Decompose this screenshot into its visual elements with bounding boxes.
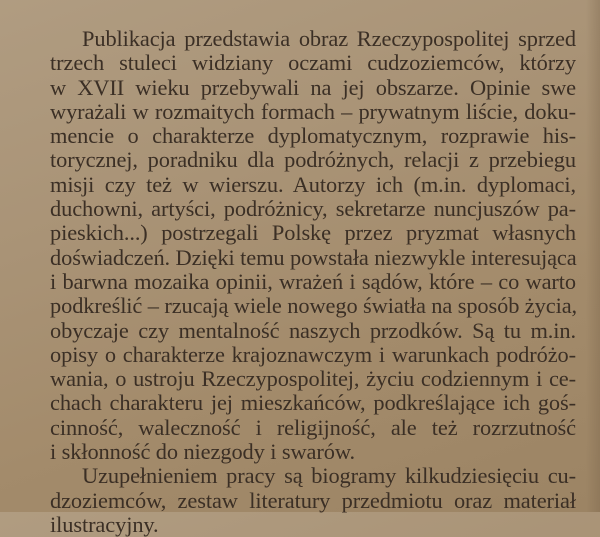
text-line: podkreślić – rzucają wiele nowego światła na sposób życia, xyxy=(50,293,578,319)
paragraph-1 xyxy=(50,27,576,464)
text-line: chach charakteru jej mieszkańców, podkreślające ich goś- xyxy=(50,390,576,416)
text-line: cinność, waleczność i religijność, ale też rozrzutność xyxy=(50,414,576,440)
text-line: wania, o ustroju Rzeczypospolitej, życiu codziennym i ce- xyxy=(50,366,576,392)
text-line: w XVII wieku przebywali na jej obszarze. Opinie swe xyxy=(50,74,576,100)
text-line: duchowni, artyści, podróżnicy, sekretarze nuncjuszów pa- xyxy=(50,196,576,222)
text-line: trzech stuleci widziany oczami cudzoziemców, którzy xyxy=(50,50,576,76)
text-line: misji czy też w wierszu. Autorzy ich (m.in. dyplomaci, xyxy=(50,171,576,197)
blurb-text xyxy=(50,27,576,537)
text-line: wyrażali w rozmaitych formach – prywatnym liście, doku- xyxy=(50,98,576,124)
text-line: dzoziemców, zestaw literatury przedmiotu oraz materiał xyxy=(50,487,576,513)
page-edge-shadow xyxy=(586,0,600,512)
text-line: ilustracyjny. xyxy=(50,511,159,537)
text-line: doświadczeń. Dzięki temu powstała niezwykle interesująca xyxy=(50,244,577,270)
paragraph-2 xyxy=(50,464,576,537)
text-line: obyczaje czy mentalność naszych przodków. Są tu m.in. xyxy=(50,317,576,343)
text-line: Publikacja przedstawia obraz Rzeczypospolitej sprzed xyxy=(82,26,576,51)
text-line: opisy o charakterze krajoznawczym i warunkach podróżo- xyxy=(50,341,576,367)
text-line: i barwna mozaika opinii, wrażeń i sądów, które – co warto xyxy=(50,268,576,294)
text-line: Uzupełnieniem pracy są biogramy kilkudziesięciu cu- xyxy=(82,463,576,489)
text-line: i skłonność do niezgody i swarów. xyxy=(50,439,355,465)
text-line: torycznej, poradniku dla podróżnych, relacji z przebiegu xyxy=(50,147,576,173)
text-line: pieskich...) postrzegali Polskę przez pryzmat własnych xyxy=(50,220,576,246)
text-line: mencie o charakterze dyplomatycznym, rozprawie his- xyxy=(50,123,576,149)
